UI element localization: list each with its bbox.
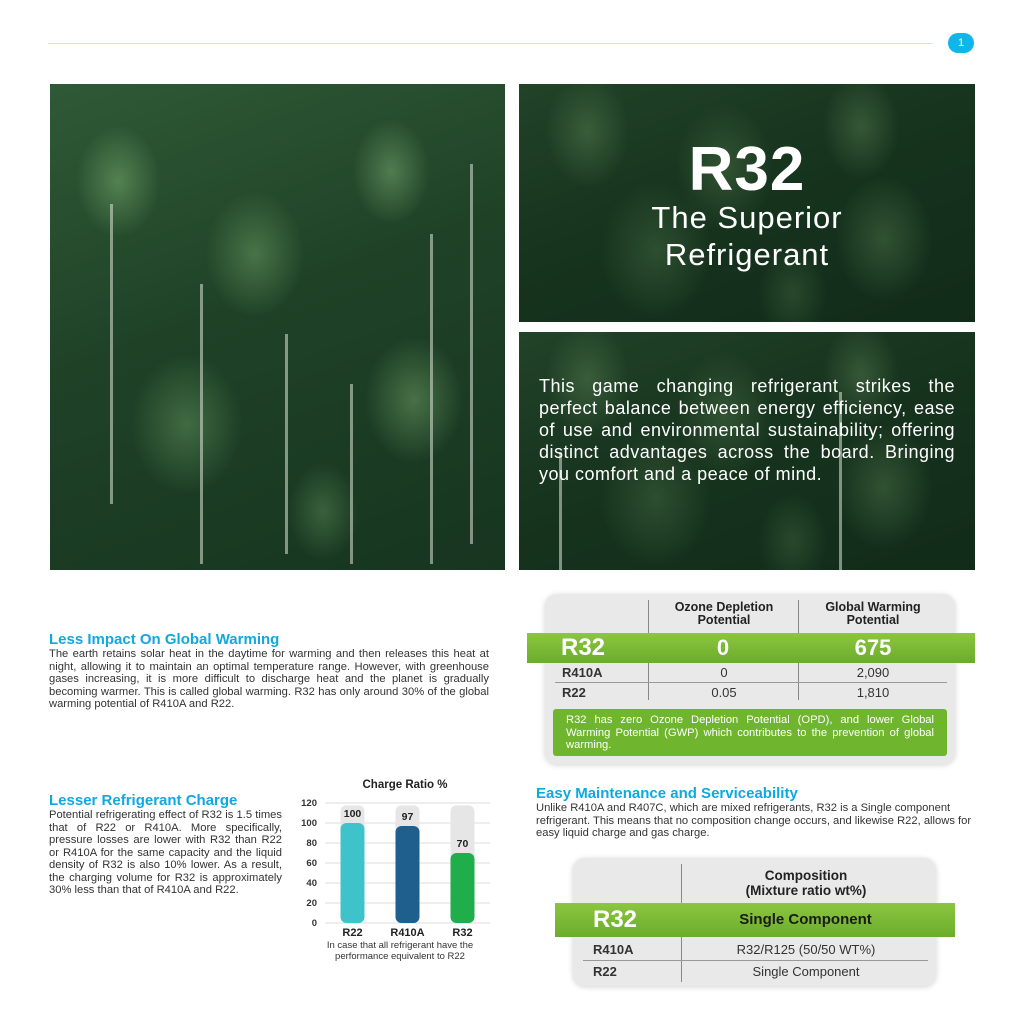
y-tick-label: 40 <box>306 878 317 889</box>
hero-intro-text: This game changing refrigerant strikes the perfect balance between energy efficiency, ease of use and environmental sustainability; offering distinct advantages across the board. Bringing you comfort and a peace of mind. <box>539 376 955 484</box>
composition-header: Composition (Mixture ratio wt%) <box>745 868 867 898</box>
hero-title: R32 <box>688 135 806 204</box>
potential-row-r22-gwp: 1,810 <box>856 685 890 700</box>
top-divider <box>48 43 933 44</box>
composition-row-r22-value: Single Component <box>752 964 860 979</box>
y-tick-label: 60 <box>306 858 317 869</box>
warming-heading: Less Impact On Global Warming <box>49 631 280 648</box>
maintenance-heading: Easy Maintenance and Serviceability <box>536 785 798 802</box>
potential-row-r410a-odp: 0 <box>720 665 728 680</box>
warming-body: The earth retains solar heat in the daytime for warming and then releases this heat at night, allowing it to maintain an optimal temperature range. However, with greenhouse gases increasing, it is more difficult to discharge heat and the planet is gradually becoming warmer. This is called global warming. R32 has only around 30% of the global warming potential of R410A and R22. <box>49 648 489 710</box>
y-tick-label: 0 <box>311 918 317 929</box>
potential-row-r22-odp: 0.05 <box>711 685 737 700</box>
charge-ratio-chart <box>290 795 500 939</box>
x-tick-label: R32 <box>452 927 473 939</box>
bar-value-label: 100 <box>343 808 362 820</box>
potential-row-r32: R32 0 675 <box>527 633 975 663</box>
composition-row-r410a-name: R410A <box>593 942 634 957</box>
bar-r32 <box>451 853 475 923</box>
bar-r410a <box>396 826 420 923</box>
chart-footnote: In case that all refrigerant have the performance equivalent to R22 <box>326 940 474 962</box>
bar-value-label: 97 <box>401 811 414 823</box>
composition-row-r32: R32 Single Component <box>555 903 955 937</box>
y-tick-label: 100 <box>301 818 317 829</box>
bar-r22 <box>341 823 365 923</box>
composition-row-r22-name: R22 <box>593 964 617 979</box>
y-tick-label: 120 <box>301 798 317 809</box>
charge-heading: Lesser Refrigerant Charge <box>49 792 238 809</box>
x-tick-label: R22 <box>342 927 363 939</box>
y-tick-label: 20 <box>306 898 317 909</box>
forest-photo <box>50 84 505 570</box>
potential-row-r410a-name: R410A <box>562 665 603 680</box>
charge-body: Potential refrigerating effect of R32 is 1.5 times that of R22 or R410A. More specifically, pressure losses are lower with R32 than R22 or R410A for the same capacity and the liquid density of R32 is also 10% lower. As a result, the charging volume for R32 is approximately 30% less than that of R410A and R22. <box>49 809 282 896</box>
chart-title: Charge Ratio % <box>362 779 448 791</box>
x-tick-label: R410A <box>390 927 425 939</box>
hero-title-panel <box>519 84 975 322</box>
odp-header: Ozone Depletion Potential <box>674 600 774 627</box>
page-number-badge: 1 <box>948 33 974 53</box>
y-tick-label: 80 <box>306 838 317 849</box>
hero-intro-panel <box>519 332 975 570</box>
bar-value-label: 70 <box>456 838 469 850</box>
maintenance-body: Unlike R410A and R407C, which are mixed refrigerants, R32 is a Single component refrigerant. This means that no composition change occurs, and likewise R22, allows for easy liquid charge and gas charge. <box>536 802 972 839</box>
composition-row-r410a-value: R32/R125 (50/50 WT%) <box>736 942 876 957</box>
potential-row-r22-name: R22 <box>562 685 586 700</box>
gwp-header: Global Warming Potential <box>825 600 921 627</box>
hero-subtitle: The Superior Refrigerant <box>651 200 843 272</box>
potential-note: R32 has zero Ozone Depletion Potential (OPD), and lower Global Warming Potential (GWP) which contributes to the prevention of global warming. <box>553 709 947 756</box>
potential-row-r410a-gwp: 2,090 <box>856 665 890 680</box>
